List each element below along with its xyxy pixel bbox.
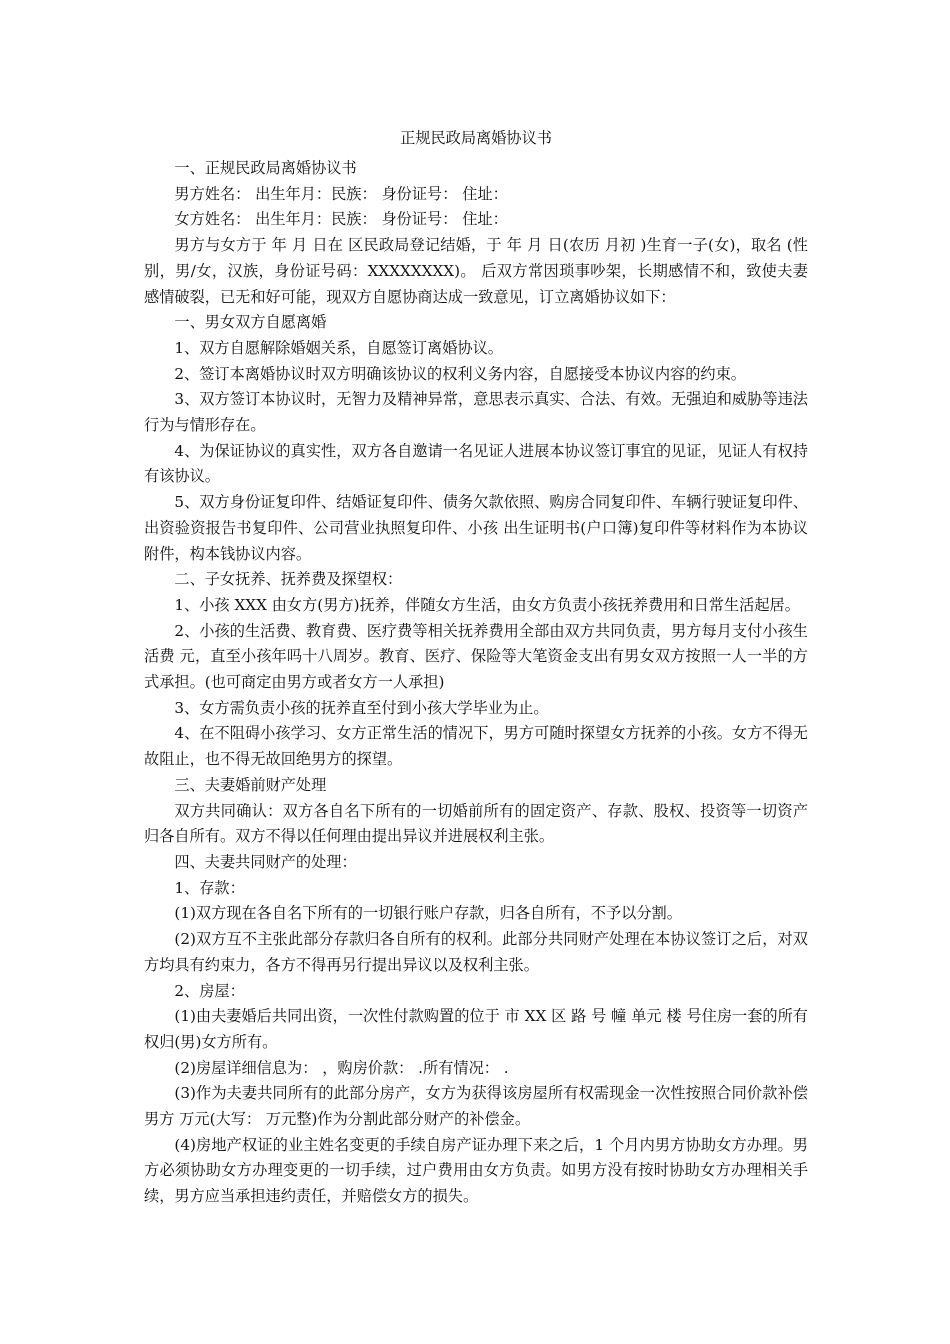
document-title: 正规民政局离婚协议书 <box>400 129 552 147</box>
paragraph: 2、小孩的生活费、教育费、医疗费等相关抚养费用全部由双方共同负责，男方每月支付小孩生活费 元，直至小孩年吗十八周岁。教育、医疗、保险等大笔资金支出有男女双方按照一人一半的方式承担。(也可商定由男方或者女方一人承担) <box>144 621 808 692</box>
paragraph: (1)双方现在各自名下所有的一切银行账户存款，归各自所有，不予以分割。 <box>174 904 682 923</box>
paragraph: 4、为保证协议的真实性，双方各自邀请一名见证人进展本协议签订事宜的见证，见证人有权持有该协议。 <box>144 441 808 486</box>
paragraph: 女方姓名： 出生年月：民族： 身份证号： 住址： <box>174 210 508 229</box>
paragraph: 4、在不阻碍小孩学习、女方正常生活的情况下，男方可随时探望女方抚养的小孩。女方不得无故阻止，也不得无故回绝男方的探望。 <box>144 724 808 769</box>
paragraph: 三、夫妻婚前财产处理 <box>174 775 327 794</box>
paragraph: 1、小孩 XXX 由女方(男方)抚养，伴随女方生活，由女方负责小孩抚养费用和日常生活起居。 <box>174 595 800 614</box>
paragraph: (1)由夫妻婚后共同出资，一次性付款购置的位于 市 XX 区 路 号 幢 单元 楼 号住房一套的所有权归(男)女方所有。 <box>144 1007 808 1051</box>
paragraph: 男方与女方于 年 月 日在 区民政局登记结婚，于 年 月 日(农历 月初 )生育一子(女)，取名 (性别，男/女，汉族，身份证号码：XXXXXXXX)。 后双方常因琐事吵架，长期感情不和，致使夫妻感情破裂，已无和好可能，现双方自愿协商达成一致意见，订立离婚协议如下： <box>144 236 808 306</box>
paragraph: 1、双方自愿解除婚姻关系，自愿签订离婚协议。 <box>174 338 503 357</box>
paragraph: 3、双方签订本协议时，无智力及精神异常，意思表示真实、合法、有效。无强迫和威胁等违法行为与情形存在。 <box>144 390 808 435</box>
paragraph: 二、子女抚养、抚养费及探望权： <box>174 570 403 589</box>
paragraph: (4)房地产权证的业主姓名变更的手续自房产证办理下来之后，1 个月内男方协助女方办理。男方必须协助女方办理变更的一切手续，过户费用由女方负责。如男方没有按时协助女方办理相关手续，男方应当承担违约责任，并赔偿女方的损失。 <box>144 1135 808 1206</box>
paragraph: (2)双方互不主张此部分存款归各自所有的权利。此部分共同财产处理在本协议签订之后，对双方均具有约束力，各方不得再另行提出异议以及权利主张。 <box>144 930 808 974</box>
paragraph: 1、存款： <box>174 878 245 897</box>
document-page <box>144 120 808 1210</box>
paragraph: 一、正规民政局离婚协议书 <box>174 159 357 177</box>
paragraph: 双方共同确认：双方各自名下所有的一切婚前所有的固定资产、存款、股权、投资等一切资产归各自所有。双方不得以任何理由提出异议并进展权利主张。 <box>144 801 808 846</box>
paragraph: 5、双方身份证复印件、结婚证复印件、债务欠款依照、购房合同复印件、车辆行驶证复印件、出资验资报告书复印件、公司营业执照复印件、小孩 出生证明书(户口簿)复印件等材料作为本协议附件，构本钱协议内容。 <box>144 493 808 563</box>
paragraph: (2)房屋详细信息为： ，购房价款： .所有情况： . <box>174 1058 509 1077</box>
paragraph: (3)作为夫妻共同所有的此部分房产，女方为获得该房屋所有权需现金一次性按照合同价款补偿男方 万元(大写： 万元整)作为分割此部分财产的补偿金。 <box>144 1084 808 1129</box>
paragraph: 男方姓名： 出生年月：民族： 身份证号： 住址： <box>174 184 508 203</box>
paragraph: 2、签订本离婚协议时双方明确该协议的权利义务内容，自愿接受本协议内容的约束。 <box>174 364 746 383</box>
paragraph: 3、女方需负责小孩的抚养直至付到小孩大学毕业为止。 <box>174 698 549 717</box>
paragraph: 2、房屋： <box>174 981 245 1000</box>
paragraph: 一、男女双方自愿离婚 <box>174 313 327 332</box>
paragraph: 四、夫妻共同财产的处理： <box>174 852 357 871</box>
